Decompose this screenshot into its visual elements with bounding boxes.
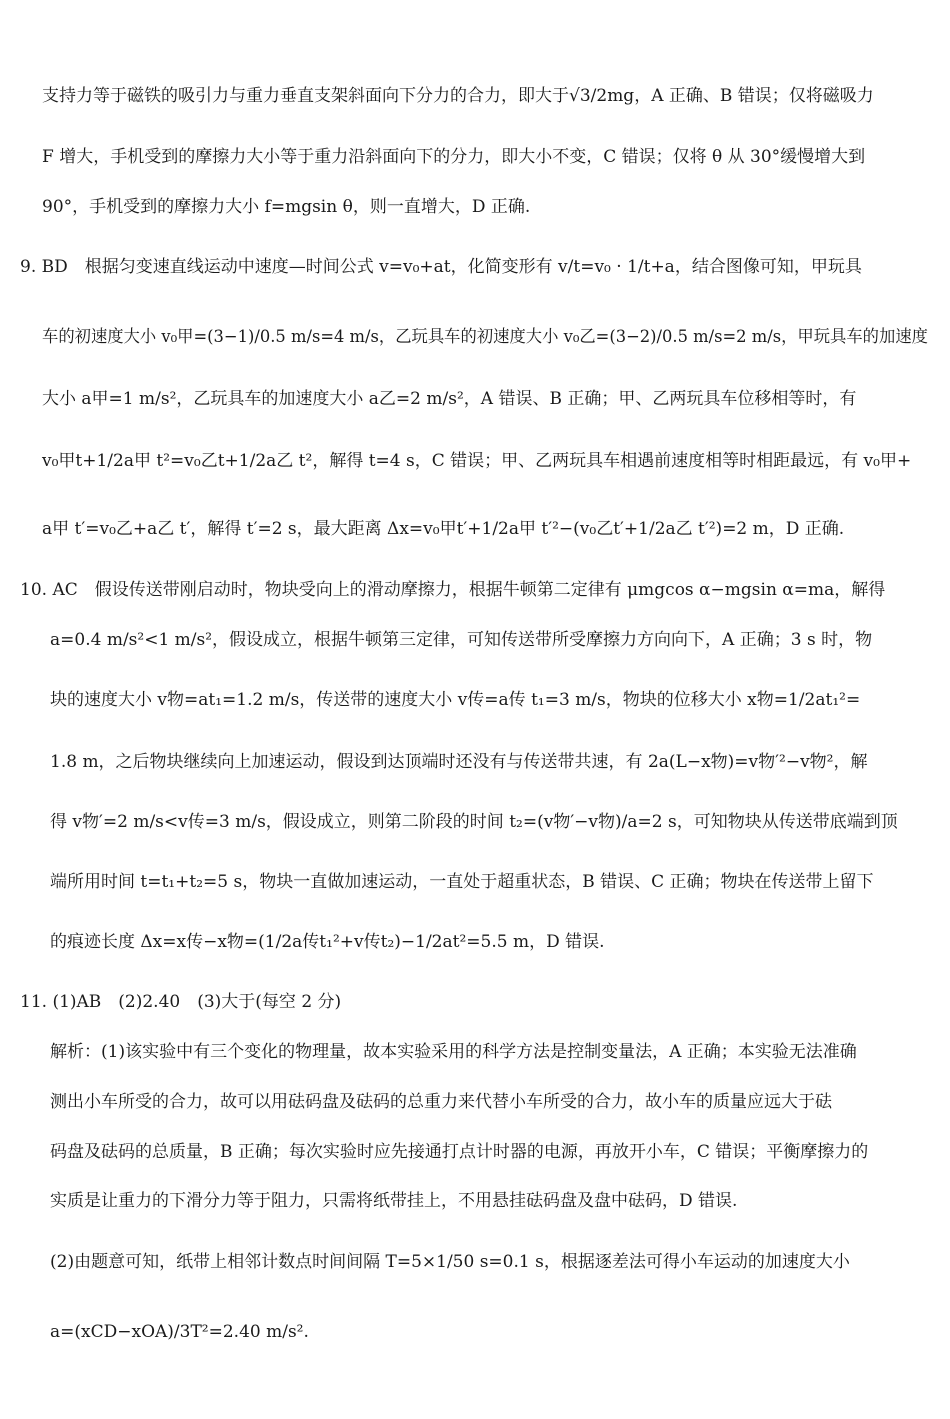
line-17-text: 解析：(1)该实验中有三个变化的物理量，故本实验采用的科学方法是控制变量法，A 正确；本实验无法准确 (50, 1042, 857, 1062)
line-12-text: 1.8 m，之后物块继续向上加速运动，假设到达顶端时还没有与传送带共速，有 2a(L−x物)=v物′²−v物²，解 (50, 752, 868, 772)
line-21-text: (2)由题意可知，纸带上相邻计数点时间间隔 T=5×1/50 s=0.1 s，根据逐差法可得小车运动的加速度大小 (50, 1252, 850, 1272)
text-line-18 (0, 1090, 950, 1114)
text-line-16 (0, 990, 950, 1014)
text-line-14 (0, 870, 950, 894)
text-line-4 (0, 255, 950, 279)
text-line-17 (0, 1040, 950, 1064)
text-line-9 (0, 578, 950, 602)
text-line-10 (0, 628, 950, 652)
text-line-11 (0, 688, 950, 712)
text-line-15 (0, 930, 950, 954)
line-15-text: 的痕迹长度 Δx=x传−x物=(1/2a传t₁²+v传t₂)−1/2at²=5.5 m，D 错误. (50, 932, 605, 952)
line-18-text: 测出小车所受的合力，故可以用砝码盘及砝码的总重力来代替小车所受的合力，故小车的质量应远大于砝 (50, 1092, 832, 1112)
line-10-text: a=0.4 m/s²<1 m/s²，假设成立，根据牛顿第三定律，可知传送带所受摩擦力方向向下，A 正确；3 s 时，物 (50, 630, 873, 650)
line-1-text: 支持力等于磁铁的吸引力与重力垂直支架斜面向下分力的合力，即大于√3/2mg，A 正确、B 错误；仅将磁吸力 (42, 86, 874, 106)
line-6-text: 大小 a甲=1 m/s²，乙玩具车的加速度大小 a乙=2 m/s²，A 错误、B 正确；甲、乙两玩具车位移相等时，有 (42, 389, 857, 409)
line-8-text: a甲 t′=v₀乙+a乙 t′，解得 t′=2 s，最大距离 Δx=v₀甲t′+1/2a甲 t′²−(v₀乙t′+1/2a乙 t′²)=2 m，D 正确. (42, 519, 845, 539)
text-line-3 (0, 195, 950, 219)
text-line-6 (0, 387, 950, 411)
text-line-2 (0, 145, 950, 169)
text-line-13 (0, 810, 950, 834)
text-line-19 (0, 1140, 950, 1164)
text-line-12 (0, 750, 950, 774)
line-20-text: 实质是让重力的下滑分力等于阻力，只需将纸带挂上，不用悬挂砝码盘及盘中砝码，D 错误. (50, 1191, 738, 1211)
text-line-21 (0, 1250, 950, 1274)
line-3-text: 90°，手机受到的摩擦力大小 f=mgsin θ，则一直增大，D 正确. (42, 197, 531, 217)
text-line-5 (0, 325, 950, 349)
line-9-text: 10. AC 假设传送带刚启动时，物块受向上的滑动摩擦力，根据牛顿第二定律有 μmgcos α−mgsin α=ma，解得 (20, 580, 886, 600)
text-line-20 (0, 1189, 950, 1213)
line-19-text: 码盘及砝码的总质量，B 正确；每次实验时应先接通打点计时器的电源，再放开小车，C 错误；平衡摩擦力的 (50, 1142, 869, 1162)
line-7-text: v₀甲t+1/2a甲 t²=v₀乙t+1/2a乙 t²，解得 t=4 s，C 错误；甲、乙两玩具车相遇前速度相等时相距最远，有 v₀甲+ (42, 451, 912, 471)
line-22-text: a=(xCD−xOA)/3T²=2.40 m/s². (50, 1322, 309, 1342)
line-11-text: 块的速度大小 v物=at₁=1.2 m/s，传送带的速度大小 v传=a传 t₁=3 m/s，物块的位移大小 x物=1/2at₁²= (50, 690, 861, 710)
line-14-text: 端所用时间 t=t₁+t₂=5 s，物块一直做加速运动，一直处于超重状态，B 错误、C 正确；物块在传送带上留下 (50, 872, 874, 892)
line-5-text: 车的初速度大小 v₀甲=(3−1)/0.5 m/s=4 m/s，乙玩具车的初速度大小 v₀乙=(3−2)/0.5 m/s=2 m/s，甲玩具车的加速度 (42, 327, 928, 347)
line-2-text: F 增大，手机受到的摩擦力大小等于重力沿斜面向下的分力，即大小不变，C 错误；仅将 θ 从 30°缓慢增大到 (42, 147, 866, 167)
line-16-text: 11. (1)AB (2)2.40 (3)大于(每空 2 分) (20, 992, 342, 1012)
text-line-22 (0, 1320, 950, 1344)
text-line-8 (0, 517, 950, 541)
line-13-text: 得 v物′=2 m/s<v传=3 m/s，假设成立，则第二阶段的时间 t₂=(v物′−v物)/a=2 s，可知物块从传送带底端到顶 (50, 812, 898, 832)
text-line-1 (0, 84, 950, 108)
line-4-text: 9. BD 根据匀变速直线运动中速度—时间公式 v=v₀+at，化简变形有 v/t=v₀ · 1/t+a，结合图像可知，甲玩具 (20, 257, 862, 277)
text-line-7 (0, 449, 950, 473)
